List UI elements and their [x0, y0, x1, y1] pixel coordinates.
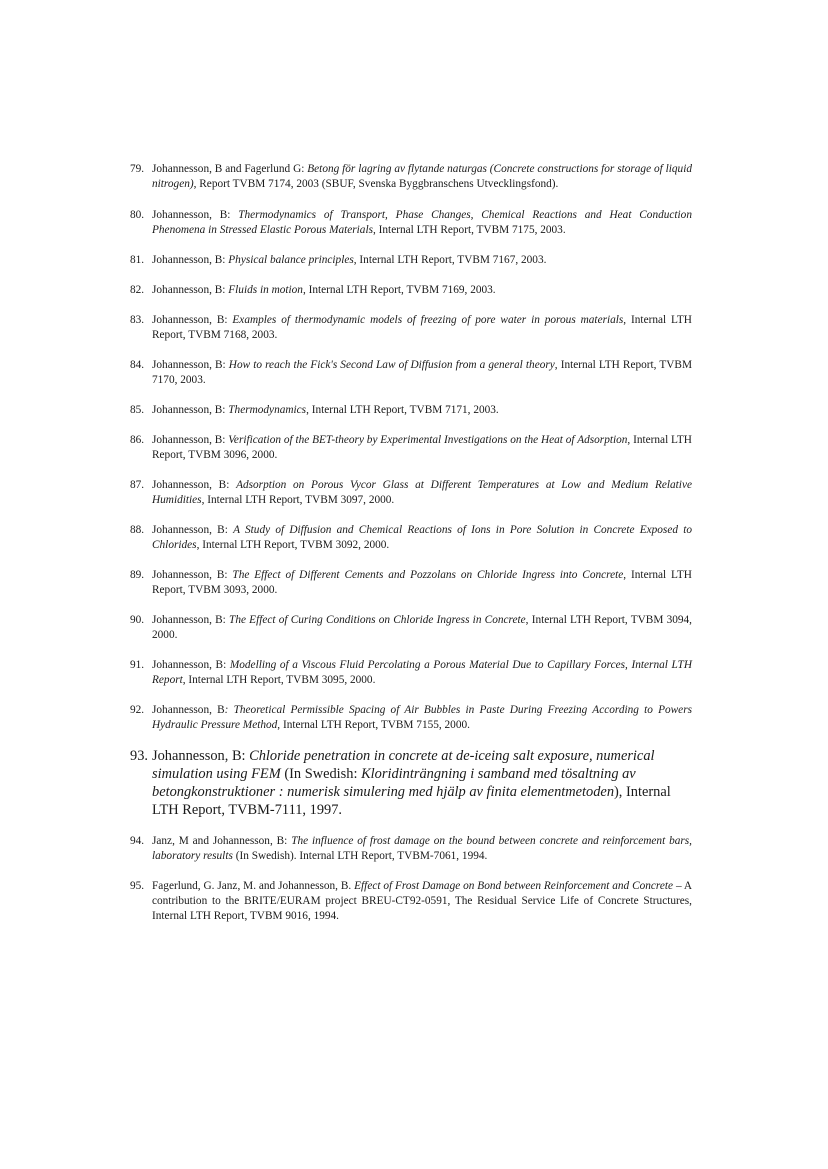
- reference-text: Janz, M and Johannesson, B: The influence of frost damage on the bound between concrete and reinforcement bars, laboratory results (In Swedish). Internal LTH Report, TVBM-7061, 1994.: [152, 835, 692, 862]
- reference-item: [118, 834, 692, 864]
- reference-text: Johannesson, B: Adsorption on Porous Vycor Glass at Different Temperatures at Low and Medium Relative Humidities, Internal LTH Report, TVBM 3097, 2000.: [152, 479, 692, 506]
- reference-item: [118, 208, 692, 238]
- reference-text: Johannesson, B: Theoretical Permissible Spacing of Air Bubbles in Paste During Freezing According to Powers Hydraulic Pressure Method, Internal LTH Report, TVBM 7155, 2000.: [152, 704, 692, 731]
- reference-text: Johannesson, B: Examples of thermodynamic models of freezing of pore water in porous materials, Internal LTH Report, TVBM 7168, 2003.: [152, 314, 692, 341]
- reference-number: 93.: [130, 748, 148, 764]
- reference-number: 83.: [130, 314, 145, 326]
- reference-item: [118, 523, 692, 553]
- reference-text: Fagerlund, G. Janz, M. and Johannesson, B. Effect of Frost Damage on Bond between Reinforcement and Concrete – A contribution to the BRITE/EURAM project BREU-CT92-0591, The Residual Service Life of Concrete Structures, Internal LTH Report, TVBM 9016, 1994.: [152, 880, 693, 922]
- reference-number: 95.: [130, 880, 145, 892]
- reference-number: 80.: [130, 209, 145, 221]
- reference-text: Johannesson, B: Thermodynamics of Transport, Phase Changes, Chemical Reactions and Heat Conduction Phenomena in Stressed Elastic Porous Materials, Internal LTH Report, TVBM 7175, 2003.: [152, 209, 692, 236]
- reference-number: 89.: [130, 569, 145, 581]
- reference-number: 79.: [130, 163, 145, 175]
- reference-text: Johannesson, B: How to reach the Fick's Second Law of Diffusion from a general theory, Internal LTH Report, TVBM 7170, 2003.: [152, 359, 692, 386]
- reference-number: 82.: [130, 284, 145, 296]
- reference-item: [118, 283, 692, 298]
- reference-item: [118, 358, 692, 388]
- reference-text: Johannesson, B: The Effect of Different Cements and Pozzolans on Chloride Ingress into Concrete, Internal LTH Report, TVBM 3093, 2000.: [152, 569, 692, 596]
- reference-number: 86.: [130, 434, 145, 446]
- reference-item: [118, 879, 692, 924]
- reference-text: Johannesson, B: Fluids in motion, Internal LTH Report, TVBM 7169, 2003.: [152, 284, 496, 296]
- reference-text: Johannesson, B and Fagerlund G: Betong för lagring av flytande naturgas (Concrete constructions for storage of liquid nitrogen), Report TVBM 7174, 2003 (SBUF, Svenska Byggbranschens Utvecklingsfond).: [152, 163, 692, 190]
- reference-item: [118, 162, 692, 192]
- reference-item: [118, 658, 692, 688]
- reference-item: [118, 703, 692, 733]
- reference-item: [118, 253, 692, 268]
- reference-number: 90.: [130, 614, 145, 626]
- reference-text: Johannesson, B: Verification of the BET-theory by Experimental Investigations on the Heat of Adsorption, Internal LTH Report, TVBM 3096, 2000.: [152, 434, 692, 461]
- reference-text: Johannesson, B: Thermodynamics, Internal LTH Report, TVBM 7171, 2003.: [152, 404, 499, 416]
- reference-number: 94.: [130, 835, 145, 847]
- reference-item: [118, 433, 692, 463]
- reference-number: 87.: [130, 479, 145, 491]
- reference-text: Johannesson, B: Chloride penetration in concrete at de-iceing salt exposure, numerical simulation using FEM (In Swedish: Kloridinträngning i samband med tösaltning av betongkonstruktioner : numerisk simulering med hjälp av finita elementmetoden), Internal LTH Report, TVBM-7111, 1997.: [152, 748, 671, 818]
- reference-number: 81.: [130, 254, 145, 266]
- reference-number: 88.: [130, 524, 145, 536]
- reference-text: Johannesson, B: Physical balance principles, Internal LTH Report, TVBM 7167, 2003.: [152, 254, 547, 266]
- reference-item: [118, 478, 692, 508]
- reference-item: [118, 313, 692, 343]
- reference-text: Johannesson, B: A Study of Diffusion and Chemical Reactions of Ions in Pore Solution in Concrete Exposed to Chlorides, Internal LTH Report, TVBM 3092, 2000.: [152, 524, 692, 551]
- reference-item: [118, 613, 692, 643]
- reference-text: Johannesson, B: The Effect of Curing Conditions on Chloride Ingress in Concrete, Internal LTH Report, TVBM 3094, 2000.: [152, 614, 693, 641]
- reference-item: [118, 403, 692, 418]
- reference-item: [118, 747, 692, 819]
- reference-text: Johannesson, B: Modelling of a Viscous Fluid Percolating a Porous Material Due to Capillary Forces, Internal LTH Report, Internal LTH Report, TVBM 3095, 2000.: [152, 659, 692, 686]
- reference-number: 92.: [130, 704, 145, 716]
- reference-number: 84.: [130, 359, 145, 371]
- reference-list: [118, 162, 692, 939]
- reference-number: 85.: [130, 404, 145, 416]
- reference-number: 91.: [130, 659, 145, 671]
- reference-item: [118, 568, 692, 598]
